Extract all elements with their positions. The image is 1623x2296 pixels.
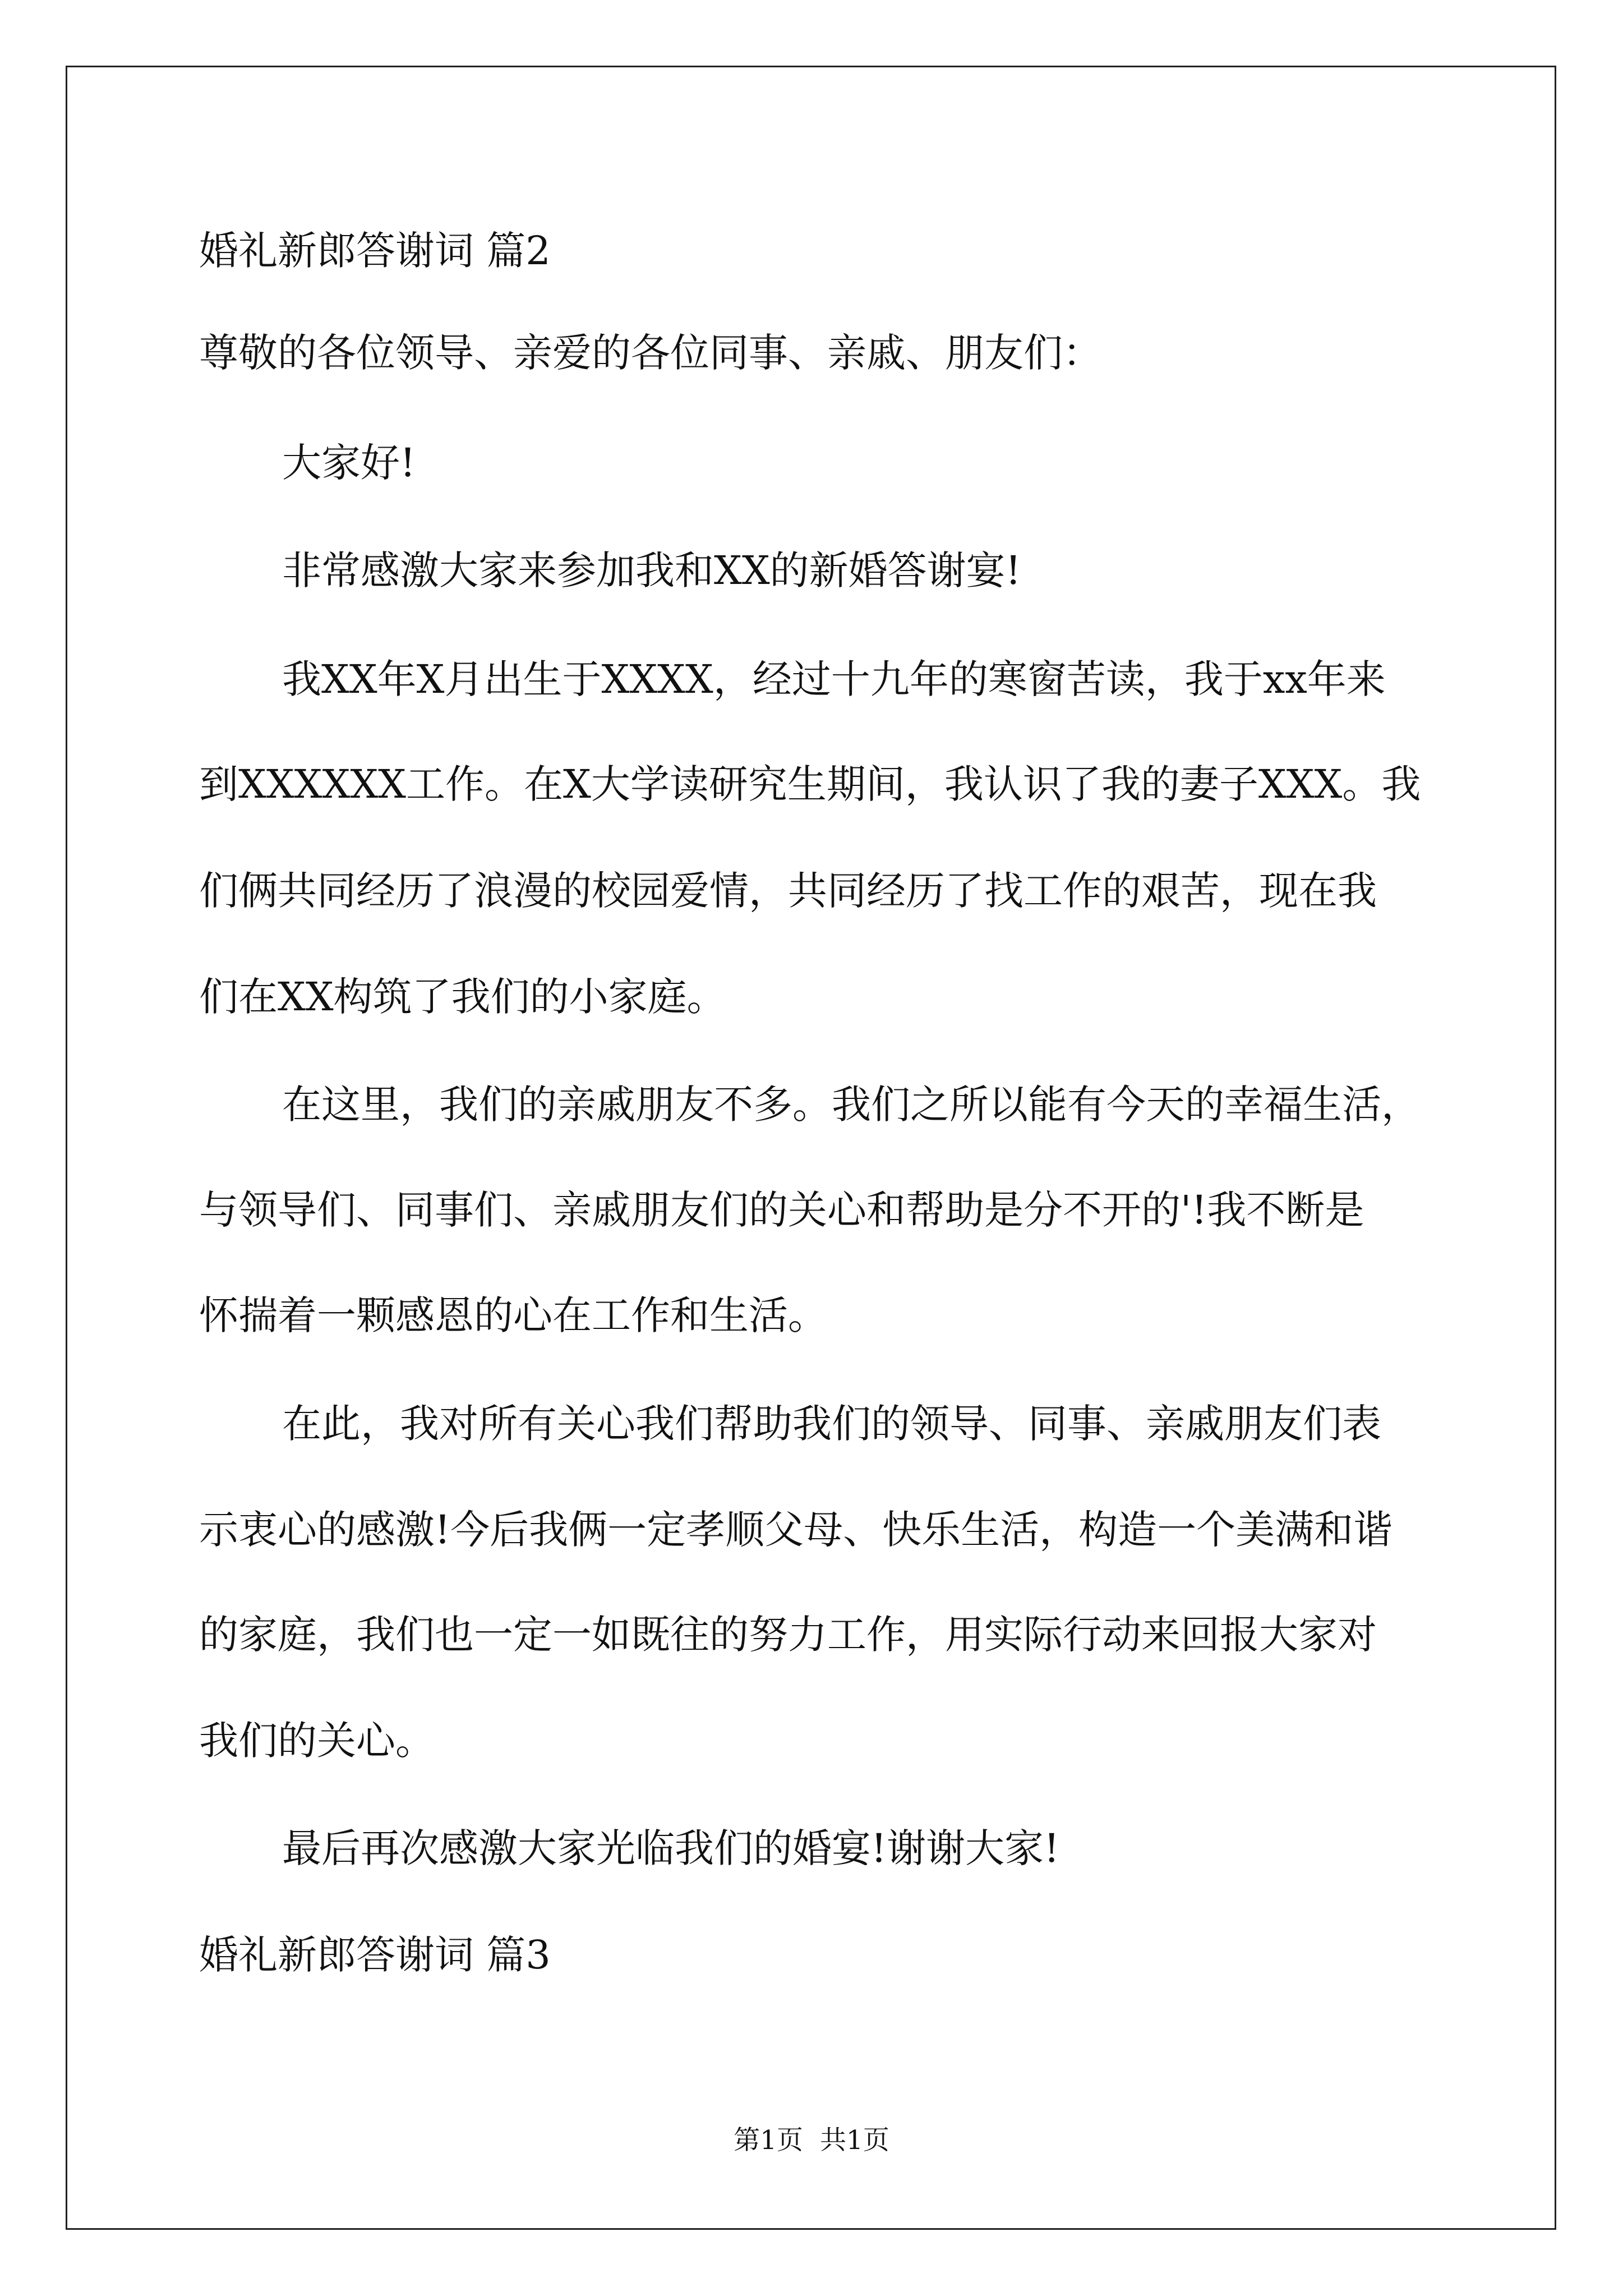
greeting: 大家好! <box>282 440 416 486</box>
paragraph-gratitude-line-1: 在这里，我们的亲戚朋友不多。我们之所以能有今天的幸福生活， <box>282 1082 1421 1128</box>
paragraph-promise-line-1: 在此，我对所有关心我们帮助我们的领导、同事、亲戚朋友们表 <box>282 1401 1381 1447</box>
page-border <box>66 66 1556 2230</box>
page-number-footer: 第1页 共1页 <box>734 2125 889 2156</box>
paragraph-promise-line-2: 示衷心的感激!今后我俩一定孝顺父母、快乐生活，构造一个美满和谐 <box>199 1507 1393 1553</box>
paragraph-promise-line-3: 的家庭，我们也一定一如既往的努力工作，用实际行动来回报大家对 <box>199 1612 1377 1658</box>
paragraph-bio-line-2: 到XXXXXX工作。在X大学读研究生期间，我认识了我的妻子XXX。我 <box>199 761 1421 807</box>
paragraph-promise-line-4: 我们的关心。 <box>199 1718 435 1764</box>
section-heading-3: 婚礼新郎答谢词 篇3 <box>199 1932 551 1978</box>
paragraph-bio-line-3: 们俩共同经历了浪漫的校园爱情，共同经历了找工作的艰苦，现在我 <box>199 868 1377 914</box>
paragraph-thanks: 非常感激大家来参加我和XX的新婚答谢宴! <box>282 547 1021 593</box>
section-heading-2: 婚礼新郎答谢词 篇2 <box>199 228 551 274</box>
paragraph-bio-line-1: 我XX年X月出生于XXXX，经过十九年的寒窗苦读，我于xx年来 <box>282 656 1386 702</box>
paragraph-bio-line-4: 们在XX构筑了我们的小家庭。 <box>199 974 726 1020</box>
paragraph-gratitude-line-3: 怀揣着一颗感恩的心在工作和生活。 <box>199 1292 827 1338</box>
paragraph-gratitude-line-2: 与领导们、同事们、亲戚朋友们的关心和帮助是分不开的'!我不断是 <box>199 1187 1364 1233</box>
salutation: 尊敬的各位领导、亲爱的各位同事、亲戚、朋友们： <box>199 330 1102 376</box>
paragraph-closing: 最后再次感激大家光临我们的婚宴!谢谢大家! <box>282 1825 1060 1871</box>
